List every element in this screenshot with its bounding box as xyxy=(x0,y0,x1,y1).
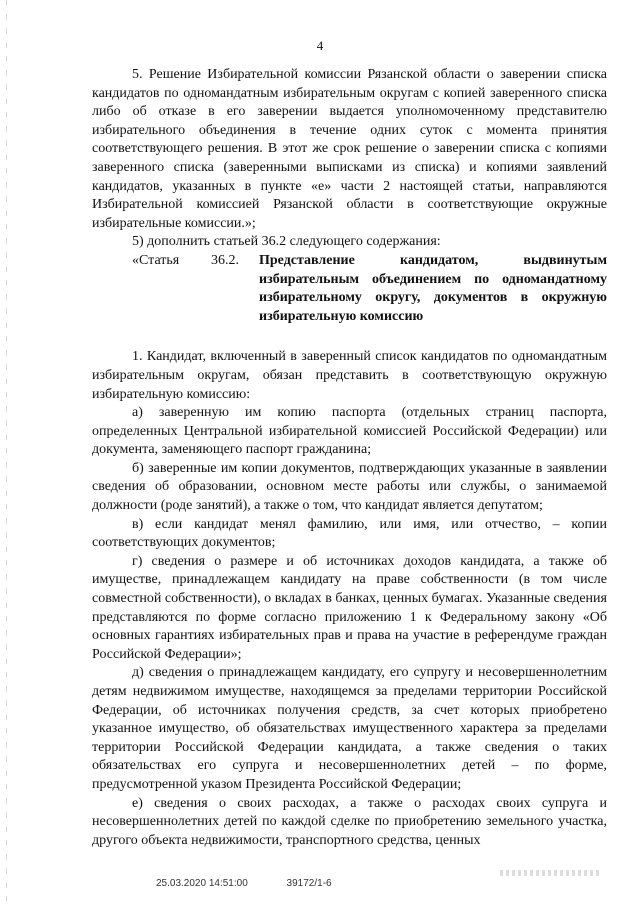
item-d: д) сведения о принадлежащем кандидату, его супругу и несовершеннолетним детям недвижимом имуществе, находящемся за пределами территории Российской Федерации, об источниках получения средств, за счет которых приобретено указанное имущество, об обязательствах имущественного характера за пределами территории Российской Федерации кандидата, а также сведения о таких обязательствах его супруга и несовершеннолетних детей – по форме, предусмотренной указом Президента Российской Федерации; xyxy=(92,665,607,792)
faint-stamp-artifact xyxy=(500,870,600,876)
document-body xyxy=(92,66,607,850)
article-label xyxy=(132,252,259,326)
item-a: а) заверенную им копию паспорта (отдельных страниц паспорта, определенных Центральной избирательной комиссией Российской Федерации) или документа, заменяющего паспорт гражданина; xyxy=(92,405,607,458)
footer-timestamp: 25.03.2020 14:51:00 xyxy=(156,878,248,889)
item-e: е) сведения о своих расходах, а также о расходах своих супруга и несовершеннолетних детей по каждой сделке по приобретению земельного участка, другого объекта недвижимости, транспортного средства, ценных xyxy=(92,795,607,848)
item-b: б) заверенные им копии документов, подтверждающих указанные в заявлении сведения об образовании, основном месте работы или службы, о занимаемой должности (роде занятий), а также о том, что кандидат является депутатом; xyxy=(92,460,607,514)
article-number: 36.2. xyxy=(211,252,239,268)
article-title: Представление кандидатом, выдвинутым избирательным объединением по одномандатному избирательному округу, документов в окружную избирательную комиссию xyxy=(259,252,607,324)
article-heading xyxy=(92,252,607,326)
item-v: в) если кандидат менял фамилию, или имя, или отчество, – копии соответствующих документов; xyxy=(92,516,607,551)
article-word: «Статья xyxy=(132,252,180,268)
paragraph-5: 5. Решение Избирательной комиссии Рязанской области о заверении списка кандидатов по одномандатным избирательным округам с копией заверенного списка либо об отказе в его заверении выдается уполномоченному представителю избирательного объединения в течение одних суток с момента принятия соответствующего решения. В этот же срок решение о заверении списка с копиями заверенного списка (заверенными выписками из списка) и копиями заявлений кандидатов, указанных в пункте «е» части 2 настоящей статьи, направляются Избирательной комиссией Рязанской области в соответствующие окружные избирательные комиссии.»; xyxy=(92,67,607,231)
page-number: 4 xyxy=(316,38,324,53)
footer-doc-id: 39172/1-6 xyxy=(286,878,332,889)
clause-1: 1. Кандидат, включенный в заверенный список кандидатов по одномандатным избирательным округам, обязан представить в соответствующую окружную избирательную комиссию: xyxy=(92,349,607,402)
item-g: г) сведения о размере и об источниках доходов кандидата, а также об имуществе, принадлежащем кандидату на праве собственности (в том числе совместной собственности), о вкладах в банках, ценных бумагах. Указанные сведения представляются по форме согласно приложению 1 к Федеральному закону «Об основных гарантиях избирательных прав и права на участие в референдуме граждан Российской Федерации»; xyxy=(92,553,607,662)
document-footer xyxy=(156,878,368,889)
scan-edge-artifact xyxy=(6,0,7,905)
paragraph-amendment: 5) дополнить статьей 36.2 следующего содержания: xyxy=(132,234,441,250)
